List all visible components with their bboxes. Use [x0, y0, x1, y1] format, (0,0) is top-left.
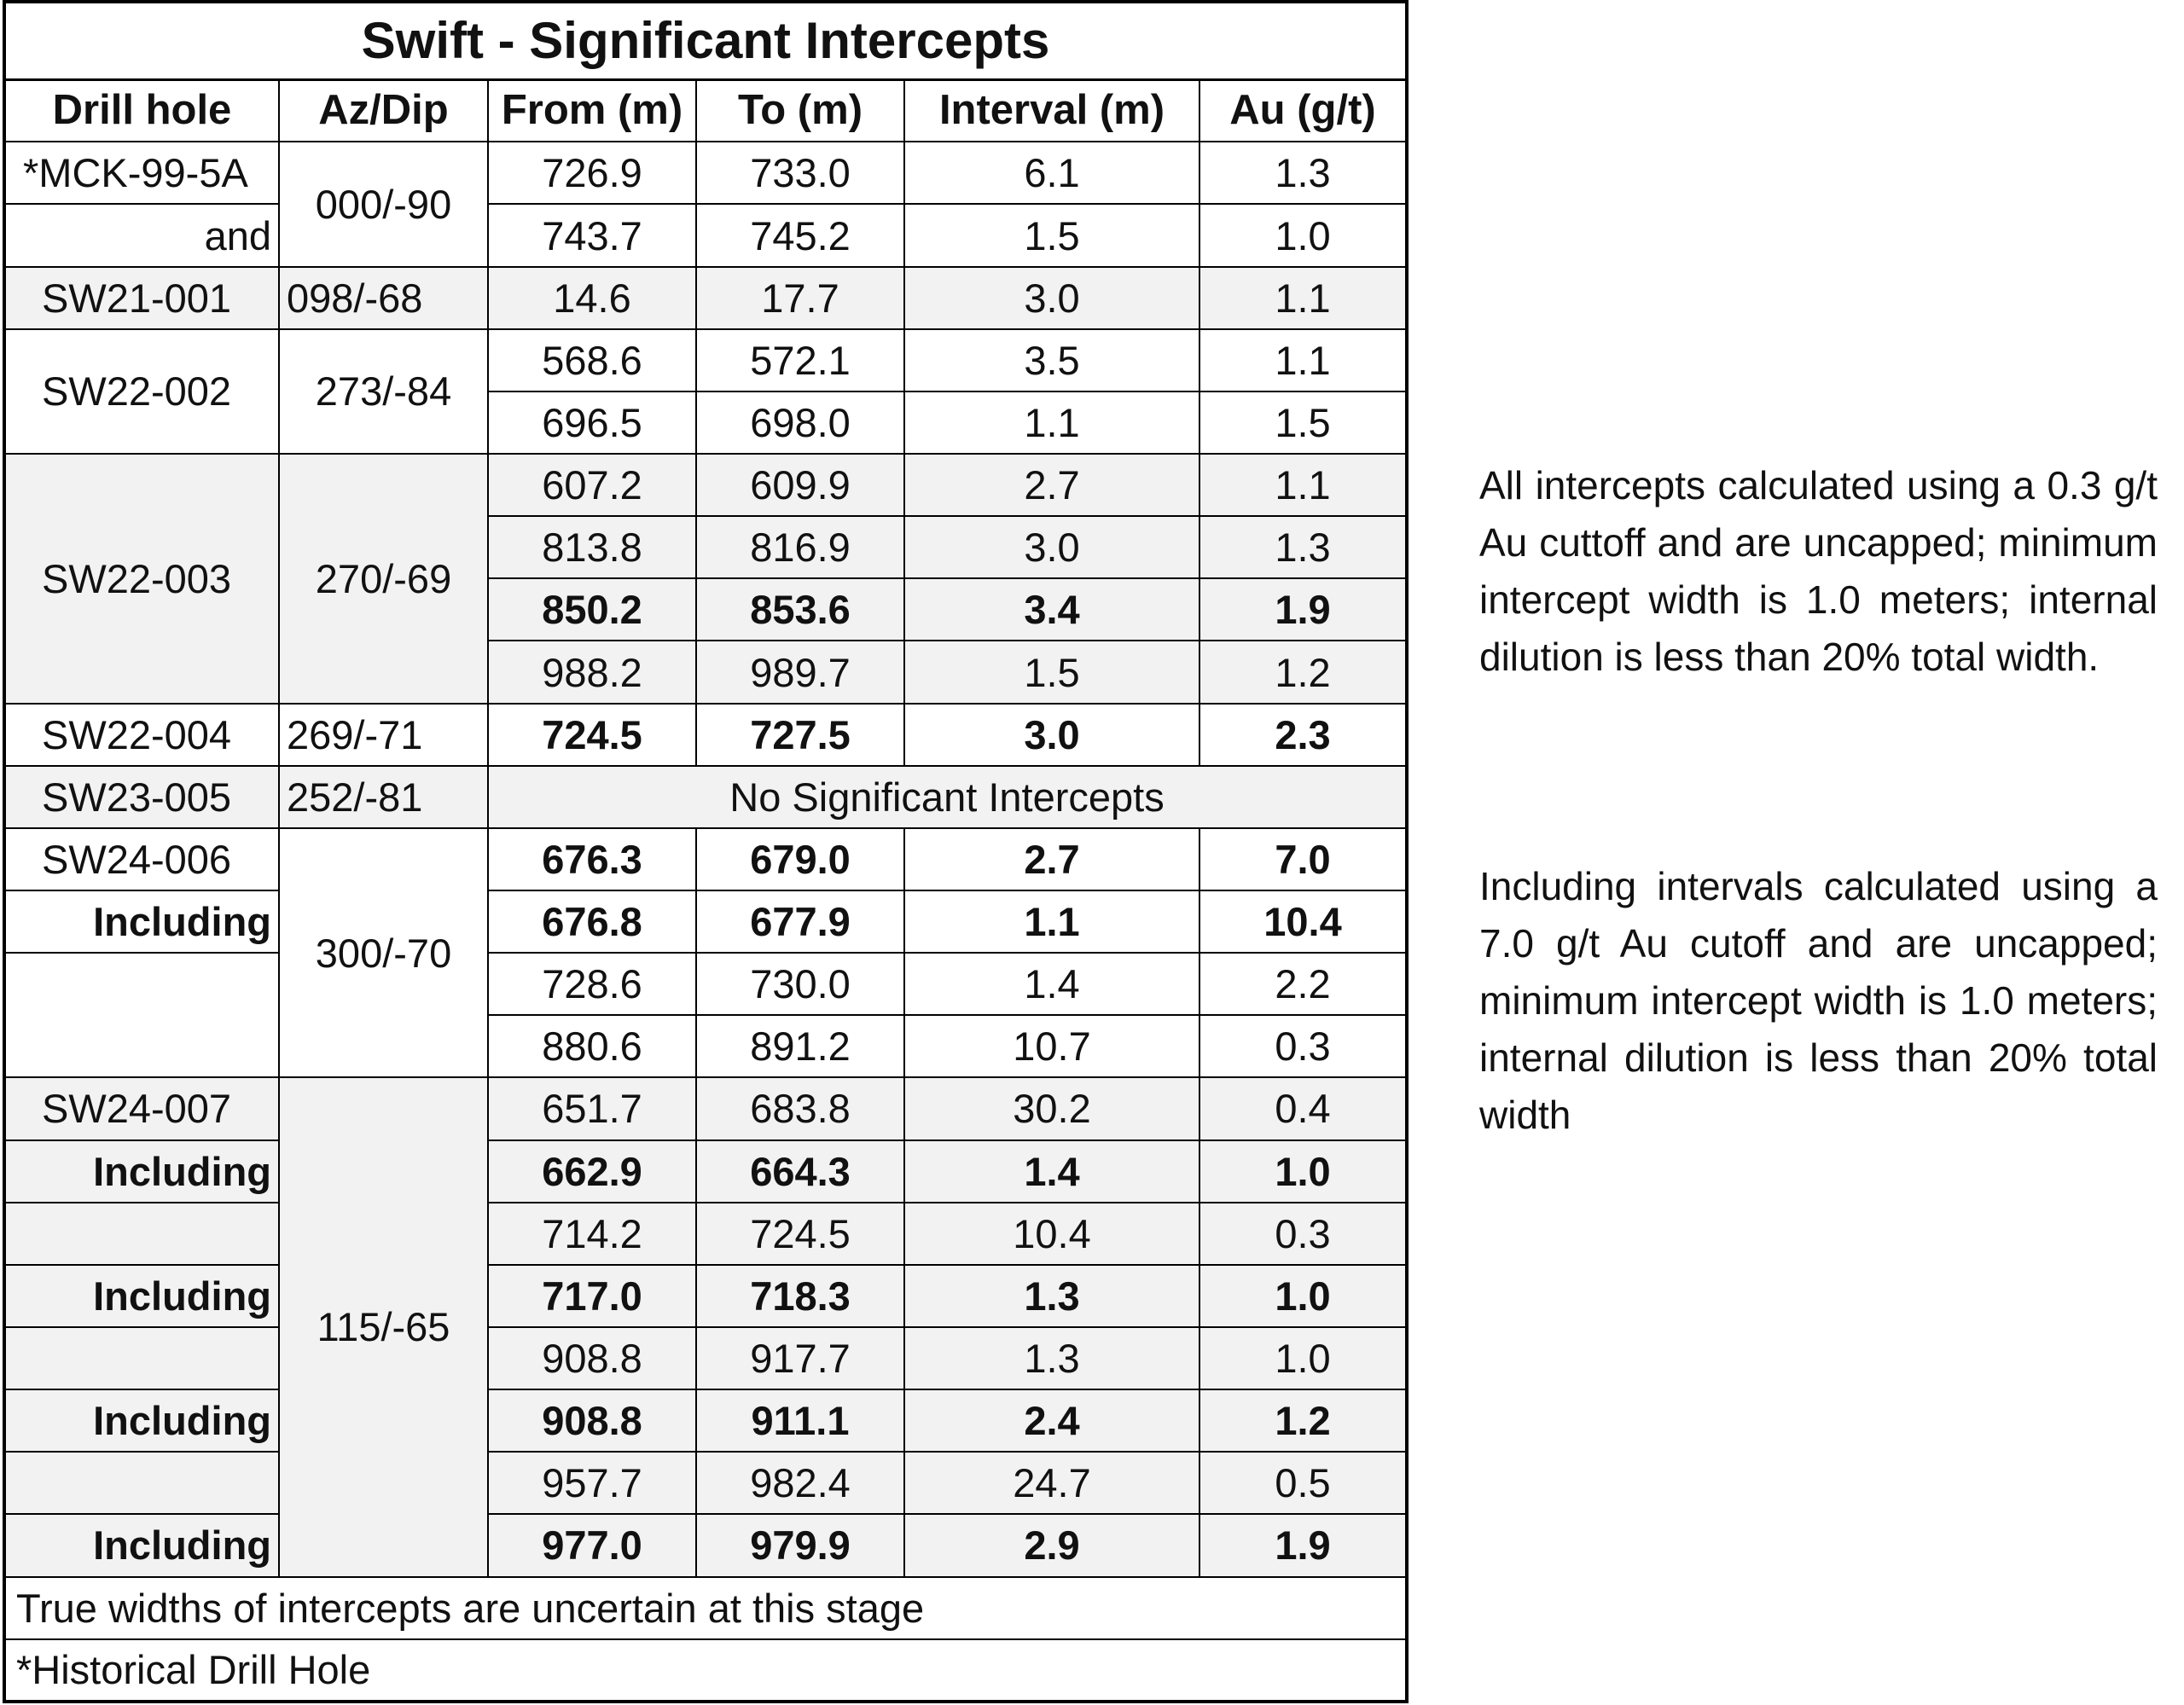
drill-hole-cell	[4, 1015, 279, 1077]
from-cell: 813.8	[488, 516, 696, 578]
interval-cell: 1.1	[904, 391, 1199, 454]
to-cell: 727.5	[696, 704, 904, 766]
au-cell: 1.1	[1199, 329, 1407, 391]
from-cell: 14.6	[488, 267, 696, 329]
interval-cell: 10.4	[904, 1203, 1199, 1265]
to-cell: 664.3	[696, 1140, 904, 1203]
azdip-cell: 098/-68	[279, 267, 488, 329]
from-cell: 676.3	[488, 828, 696, 890]
table-row	[4, 1203, 1407, 1265]
drill-hole-cell	[4, 953, 279, 1015]
cutoff-note: All intercepts calculated using a 0.3 g/t Au cuttoff and are uncapped; minimum intercept width is 1.0 meters; internal dilution is less than 20% total width.	[1479, 463, 2158, 679]
table-title: Swift - Significant Intercepts	[4, 2, 1407, 79]
interval-cell: 24.7	[904, 1452, 1199, 1514]
table-row	[4, 953, 1407, 1015]
intercepts-table	[3, 0, 1409, 1703]
to-cell: 609.9	[696, 454, 904, 516]
table-row	[4, 1265, 1407, 1327]
interval-cell: 1.3	[904, 1327, 1199, 1389]
to-cell: 979.9	[696, 1514, 904, 1576]
from-cell: 957.7	[488, 1452, 696, 1514]
table-row	[4, 704, 1407, 766]
drill-hole-cell: Including	[4, 1389, 279, 1452]
table-row	[4, 828, 1407, 890]
au-cell: 1.3	[1199, 516, 1407, 578]
from-cell: 743.7	[488, 204, 696, 266]
table-row	[4, 454, 1407, 516]
azdip-cell: 300/-70	[279, 828, 488, 1078]
drill-hole-cell: SW21-001	[4, 267, 279, 329]
drill-hole-cell: Including	[4, 890, 279, 953]
interval-cell: 30.2	[904, 1077, 1199, 1140]
from-cell: 728.6	[488, 953, 696, 1015]
header-to: To (m)	[696, 79, 904, 142]
au-cell: 1.9	[1199, 1514, 1407, 1576]
azdip-cell: 252/-81	[279, 766, 488, 828]
from-cell: 568.6	[488, 329, 696, 391]
header-az-dip: Az/Dip	[279, 79, 488, 142]
table-row	[4, 1514, 1407, 1576]
drill-hole-cell	[4, 1327, 279, 1389]
interval-cell: 1.3	[904, 1265, 1199, 1327]
au-cell: 7.0	[1199, 828, 1407, 890]
table-row	[4, 1452, 1407, 1514]
to-cell: 698.0	[696, 391, 904, 454]
au-cell: 1.0	[1199, 1327, 1407, 1389]
au-cell: 1.9	[1199, 578, 1407, 641]
drill-hole-cell: SW22-002	[4, 329, 279, 454]
interval-cell: 2.9	[904, 1514, 1199, 1576]
interval-cell: 6.1	[904, 142, 1199, 204]
au-cell: 0.3	[1199, 1015, 1407, 1077]
from-cell: 714.2	[488, 1203, 696, 1265]
from-cell: 696.5	[488, 391, 696, 454]
interval-cell: 1.5	[904, 641, 1199, 703]
from-cell: 607.2	[488, 454, 696, 516]
azdip-cell: 273/-84	[279, 329, 488, 454]
header-drill-hole: Drill hole	[4, 79, 279, 142]
to-cell: 733.0	[696, 142, 904, 204]
interval-cell: 1.4	[904, 1140, 1199, 1203]
au-cell: 2.3	[1199, 704, 1407, 766]
drill-hole-cell: Including	[4, 1140, 279, 1203]
table-row	[4, 142, 1407, 204]
azdip-cell: 115/-65	[279, 1077, 488, 1576]
header-au: Au (g/t)	[1199, 79, 1407, 142]
header-interval: Interval (m)	[904, 79, 1199, 142]
drill-hole-cell: SW23-005	[4, 766, 279, 828]
from-cell: 977.0	[488, 1514, 696, 1576]
azdip-cell: 270/-69	[279, 454, 488, 704]
to-cell: 989.7	[696, 641, 904, 703]
drill-hole-cell: SW24-007	[4, 1077, 279, 1140]
to-cell: 745.2	[696, 204, 904, 266]
table-row	[4, 1140, 1407, 1203]
footnote-historical: *Historical Drill Hole	[4, 1639, 1407, 1702]
to-cell: 17.7	[696, 267, 904, 329]
au-cell: 0.3	[1199, 1203, 1407, 1265]
drill-hole-cell: SW22-003	[4, 454, 279, 704]
interval-cell: 10.7	[904, 1015, 1199, 1077]
to-cell: 724.5	[696, 1203, 904, 1265]
azdip-cell: 000/-90	[279, 142, 488, 266]
interval-cell: 3.0	[904, 516, 1199, 578]
from-cell: 908.8	[488, 1389, 696, 1452]
au-cell: 1.3	[1199, 142, 1407, 204]
interval-cell: 3.5	[904, 329, 1199, 391]
interval-cell: 2.7	[904, 828, 1199, 890]
table-row	[4, 766, 1407, 828]
from-cell: 717.0	[488, 1265, 696, 1327]
azdip-cell: 269/-71	[279, 704, 488, 766]
from-cell: 724.5	[488, 704, 696, 766]
drill-hole-cell: SW24-006	[4, 828, 279, 890]
from-cell: 676.8	[488, 890, 696, 953]
no-intercepts-cell: No Significant Intercepts	[488, 766, 1407, 828]
interval-cell: 1.1	[904, 890, 1199, 953]
from-cell: 908.8	[488, 1327, 696, 1389]
drill-hole-cell: SW22-004	[4, 704, 279, 766]
interval-cell: 3.0	[904, 267, 1199, 329]
to-cell: 679.0	[696, 828, 904, 890]
to-cell: 730.0	[696, 953, 904, 1015]
from-cell: 662.9	[488, 1140, 696, 1203]
au-cell: 0.5	[1199, 1452, 1407, 1514]
table-row	[4, 890, 1407, 953]
interval-cell: 2.7	[904, 454, 1199, 516]
au-cell: 1.1	[1199, 454, 1407, 516]
au-cell: 1.0	[1199, 1265, 1407, 1327]
footnote-true-widths: True widths of intercepts are uncertain at this stage	[4, 1577, 1407, 1639]
au-cell: 1.0	[1199, 1140, 1407, 1203]
drill-hole-cell: Including	[4, 1514, 279, 1576]
to-cell: 572.1	[696, 329, 904, 391]
from-cell: 988.2	[488, 641, 696, 703]
from-cell: 850.2	[488, 578, 696, 641]
interval-cell: 1.4	[904, 953, 1199, 1015]
to-cell: 683.8	[696, 1077, 904, 1140]
from-cell: 880.6	[488, 1015, 696, 1077]
au-cell: 1.1	[1199, 267, 1407, 329]
interval-cell: 3.0	[904, 704, 1199, 766]
interval-cell: 3.4	[904, 578, 1199, 641]
au-cell: 1.2	[1199, 641, 1407, 703]
au-cell: 1.2	[1199, 1389, 1407, 1452]
from-cell: 651.7	[488, 1077, 696, 1140]
to-cell: 853.6	[696, 578, 904, 641]
table-row	[4, 204, 1407, 266]
drill-hole-cell	[4, 1452, 279, 1514]
to-cell: 911.1	[696, 1389, 904, 1452]
table-row	[4, 1015, 1407, 1077]
au-cell: 10.4	[1199, 890, 1407, 953]
table-row	[4, 1077, 1407, 1140]
au-cell: 1.0	[1199, 204, 1407, 266]
from-cell: 726.9	[488, 142, 696, 204]
to-cell: 718.3	[696, 1265, 904, 1327]
drill-hole-cell: and	[4, 204, 279, 266]
au-cell: 2.2	[1199, 953, 1407, 1015]
au-cell: 1.5	[1199, 391, 1407, 454]
drill-hole-cell: *MCK-99-5A	[4, 142, 279, 204]
header-row	[4, 79, 1407, 142]
table-row	[4, 267, 1407, 329]
table-row	[4, 1389, 1407, 1452]
table-row	[4, 329, 1407, 391]
to-cell: 816.9	[696, 516, 904, 578]
table-row	[4, 1327, 1407, 1389]
header-from: From (m)	[488, 79, 696, 142]
au-cell: 0.4	[1199, 1077, 1407, 1140]
interval-cell: 2.4	[904, 1389, 1199, 1452]
interval-cell: 1.5	[904, 204, 1199, 266]
to-cell: 677.9	[696, 890, 904, 953]
to-cell: 917.7	[696, 1327, 904, 1389]
drill-hole-cell: Including	[4, 1265, 279, 1327]
drill-hole-cell	[4, 1203, 279, 1265]
including-cutoff-note: Including intervals calculated using a 7.0 g/t Au cutoff and are uncapped; minimum intercept width is 1.0 meters; internal dilution is less than 20% total width	[1479, 864, 2158, 1137]
to-cell: 891.2	[696, 1015, 904, 1077]
to-cell: 982.4	[696, 1452, 904, 1514]
